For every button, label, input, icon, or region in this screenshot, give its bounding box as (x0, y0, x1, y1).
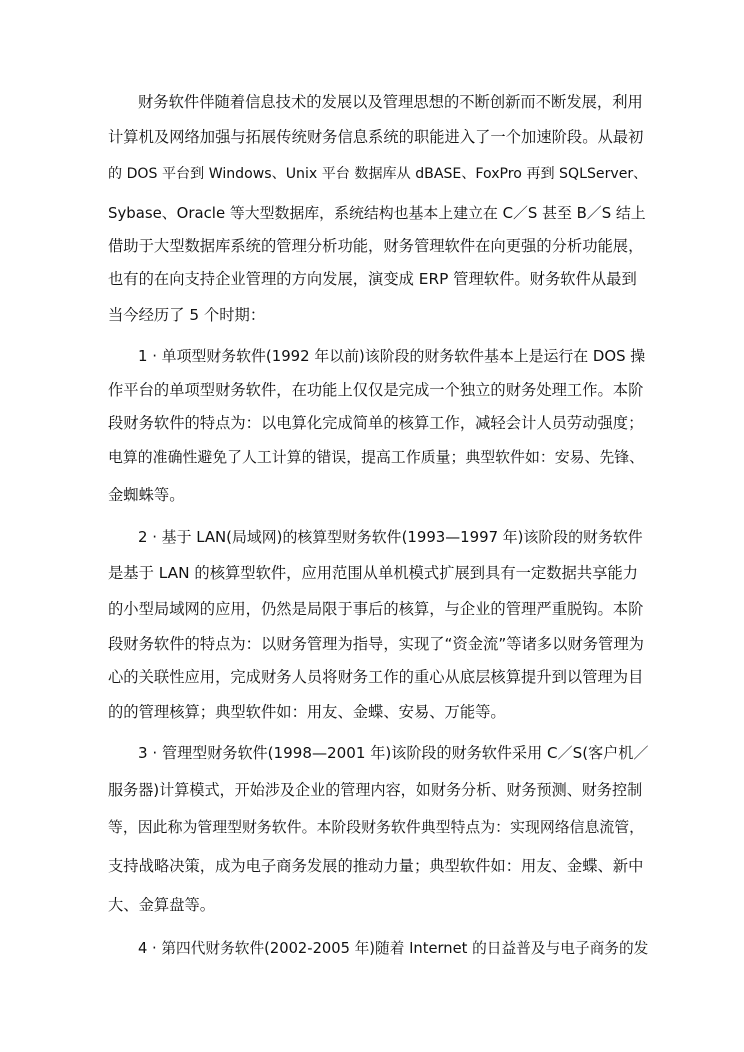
paragraph-intro-line-3: 的 DOS 平台到 Windows、Unix 平台 数据库从 dBASE、FoxPro 再到 SQLServer、 (108, 166, 648, 182)
paragraph-period-1-line-5: 金蜘蛛等。 (108, 486, 185, 504)
paragraph-period-1-line-1: 1 · 单项型财务软件(1992 年以前)该阶段的财务软件基本上是运行在 DOS 操 (138, 347, 646, 365)
paragraph-period-2-line-5: 心的关联性应用，完成财务人员将财务工作的重心从底层核算提升到以管理为目 (108, 668, 644, 686)
paragraph-intro-line-4: Sybase、Oracle 等大型数据库，系统结构也基本上建立在 C／S 甚至 B／S 结上 (108, 204, 646, 222)
paragraph-intro-line-6: 也有的在向支持企业管理的方向发展，演变成 ERP 管理软件。财务软件从最到 (108, 270, 637, 288)
paragraph-period-1-line-3: 段财务软件的特点为：以电算化完成简单的核算工作，减轻会计人员劳动强度； (108, 414, 644, 432)
paragraph-period-3-line-2: 服务器)计算模式，开始涉及企业的管理内容，如财务分析、财务预测、财务控制 (108, 781, 643, 799)
paragraph-period-1-line-4: 电算的准确性避免了人工计算的错误，提高工作质量；典型软件如：安易、先锋、 (108, 448, 645, 466)
paragraph-period-2-line-3: 的小型局域网的应用，仍然是局限于事后的核算，与企业的管理严重脱钩。本阶 (108, 600, 644, 618)
paragraph-period-2-line-6: 的的管理核算；典型软件如：用友、金蝶、安易、万能等。 (108, 703, 506, 721)
paragraph-period-1-line-2: 作平台的单项型财务软件，在功能上仅仅是完成一个独立的财务处理工作。本阶 (108, 381, 644, 399)
paragraph-period-2-line-1: 2 · 基于 LAN(局域网)的核算型财务软件(1993—1997 年)该阶段的财务软件 (138, 528, 643, 546)
paragraph-intro-line-2: 计算机及网络加强与拓展传统财务信息系统的职能进入了一个加速阶段。从最初 (108, 128, 644, 146)
paragraph-period-3-line-4: 支持战略决策，成为电子商务发展的推动力量；典型软件如：用友、金蝶、新中 (108, 857, 644, 875)
paragraph-period-4-line-1: 4 · 第四代财务软件(2002-2005 年)随着 Internet 的日益普及与电子商务的发 (138, 940, 649, 957)
paragraph-period-3-line-5: 大、金算盘等。 (108, 896, 216, 914)
paragraph-period-2-line-2: 是基于 LAN 的核算型软件，应用范围从单机模式扩展到具有一定数据共享能力 (108, 564, 639, 582)
paragraph-period-3-line-3: 等，因此称为管理型财务软件。本阶段财务软件典型特点为：实现网络信息流管， (108, 818, 645, 836)
paragraph-period-2-line-4: 段财务软件的特点为：以财务管理为指导，实现了“资金流”等诸多以财务管理为 (108, 635, 644, 653)
paragraph-intro-line-1: 财务软件伴随着信息技术的发展以及管理思想的不断创新而不断发展，利用 (138, 93, 643, 111)
paragraph-intro-line-7: 当今经历了 5 个时期： (108, 306, 266, 324)
paragraph-period-3-line-1: 3 · 管理型财务软件(1998—2001 年)该阶段的财务软件采用 C／S(客户机／ (138, 744, 649, 762)
paragraph-intro-line-5: 借助于大型数据库系统的管理分析功能，财务管理软件在向更强的分析功能展， (108, 237, 644, 255)
